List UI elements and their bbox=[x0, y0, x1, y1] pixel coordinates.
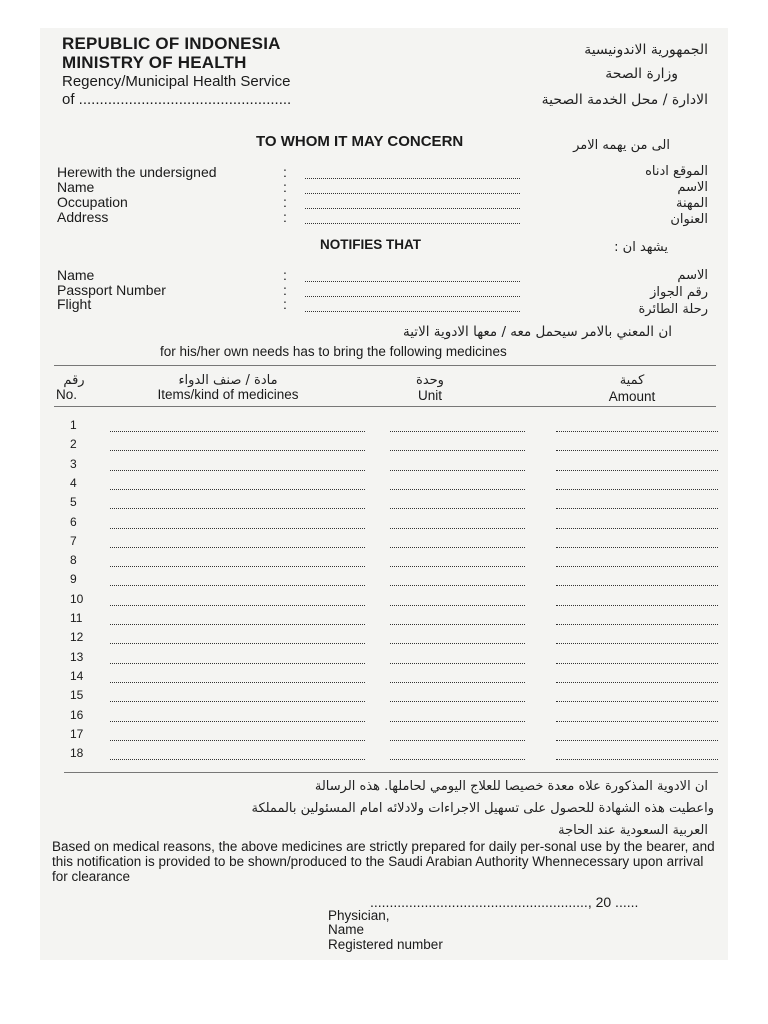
row-number: 6 bbox=[70, 514, 77, 529]
col-items: Items/kind of medicines bbox=[157, 387, 299, 402]
row-amount-field[interactable] bbox=[556, 663, 718, 664]
needs-text: for his/her own needs has to bring the following medicines bbox=[160, 344, 507, 359]
ar-undersigned: الموقع ادناه bbox=[645, 164, 708, 179]
row-unit-field[interactable] bbox=[390, 721, 525, 722]
col-unit: Unit bbox=[417, 388, 442, 403]
col-no: No. bbox=[56, 387, 78, 402]
row-item-field[interactable] bbox=[110, 759, 365, 760]
row-number: 12 bbox=[70, 630, 84, 645]
ar-occupation: المهنة bbox=[676, 196, 708, 211]
row-item-field[interactable] bbox=[110, 528, 365, 529]
row-unit-field[interactable] bbox=[390, 701, 525, 702]
col-items-ar: مادة / صنف الدواء bbox=[178, 373, 278, 388]
header-republic: REPUBLIC OF INDONESIA bbox=[62, 34, 281, 53]
row-unit-field[interactable] bbox=[390, 566, 525, 567]
row-item-field[interactable] bbox=[110, 431, 365, 432]
field-label-undersigned: Herewith the undersigned bbox=[57, 164, 217, 180]
row-number: 2 bbox=[70, 437, 77, 452]
row-unit-field[interactable] bbox=[390, 759, 525, 760]
row-unit-field[interactable] bbox=[390, 508, 525, 509]
row-amount-field[interactable] bbox=[556, 547, 718, 548]
colon: : bbox=[283, 282, 287, 298]
row-unit-field[interactable] bbox=[390, 528, 525, 529]
row-amount-field[interactable] bbox=[556, 643, 718, 644]
row-number: 18 bbox=[70, 746, 84, 761]
header-ar-republic: الجمهورية الاندونيسية bbox=[584, 42, 708, 58]
row-number: 9 bbox=[70, 572, 77, 587]
row-amount-field[interactable] bbox=[556, 470, 718, 471]
page-title-ar: الى من يهمه الامر bbox=[573, 138, 670, 153]
divider bbox=[54, 365, 716, 366]
row-item-field[interactable] bbox=[110, 508, 365, 509]
row-item-field[interactable] bbox=[110, 547, 365, 548]
name-field[interactable] bbox=[305, 193, 520, 194]
row-number: 14 bbox=[70, 668, 84, 683]
row-item-field[interactable] bbox=[110, 682, 365, 683]
traveler-name-field[interactable] bbox=[305, 281, 520, 282]
row-amount-field[interactable] bbox=[556, 701, 718, 702]
field-label-traveler-name: Name bbox=[57, 267, 95, 283]
row-unit-field[interactable] bbox=[390, 489, 525, 490]
row-amount-field[interactable] bbox=[556, 431, 718, 432]
row-unit-field[interactable] bbox=[390, 624, 525, 625]
ar-address: العنوان bbox=[670, 212, 708, 227]
colon: : bbox=[283, 194, 287, 210]
undersigned-field[interactable] bbox=[305, 178, 520, 179]
row-number: 15 bbox=[70, 688, 84, 703]
physician-label: Physician, bbox=[328, 908, 390, 923]
header-ministry: MINISTRY OF HEALTH bbox=[62, 53, 247, 72]
row-unit-field[interactable] bbox=[390, 643, 525, 644]
form-sheet bbox=[40, 28, 728, 960]
col-no-ar: رقم bbox=[63, 373, 85, 388]
colon: : bbox=[283, 267, 287, 283]
colon: : bbox=[283, 209, 287, 225]
row-unit-field[interactable] bbox=[390, 450, 525, 451]
row-amount-field[interactable] bbox=[556, 759, 718, 760]
row-item-field[interactable] bbox=[110, 585, 365, 586]
row-amount-field[interactable] bbox=[556, 566, 718, 567]
row-item-field[interactable] bbox=[110, 624, 365, 625]
passport-field[interactable] bbox=[305, 296, 520, 297]
date-line[interactable]: ........................................................, 20 ...... bbox=[370, 894, 639, 910]
row-number: 4 bbox=[70, 475, 77, 490]
divider bbox=[54, 406, 716, 407]
occupation-field[interactable] bbox=[305, 208, 520, 209]
footer-statement: Based on medical reasons, the above medicines are strictly prepared for daily per-sonal use by the bearer, and this notification is provided to be shown/produced to the Saudi Arabian Authority Whennecessary upon arrival for clearance bbox=[52, 839, 715, 884]
row-item-field[interactable] bbox=[110, 566, 365, 567]
col-amount-ar: كمية bbox=[619, 373, 645, 388]
row-item-field[interactable] bbox=[110, 605, 365, 606]
row-unit-field[interactable] bbox=[390, 605, 525, 606]
row-item-field[interactable] bbox=[110, 663, 365, 664]
row-item-field[interactable] bbox=[110, 489, 365, 490]
colon: : bbox=[283, 164, 287, 180]
colon: : bbox=[283, 179, 287, 195]
field-label-passport: Passport Number bbox=[57, 282, 166, 298]
notifies-heading: NOTIFIES THAT bbox=[320, 237, 421, 252]
row-unit-field[interactable] bbox=[390, 585, 525, 586]
registered-number-label: Registered number bbox=[328, 937, 443, 952]
row-number: 3 bbox=[70, 456, 77, 471]
row-amount-field[interactable] bbox=[556, 605, 718, 606]
row-item-field[interactable] bbox=[110, 740, 365, 741]
colon: : bbox=[283, 296, 287, 312]
row-item-field[interactable] bbox=[110, 450, 365, 451]
field-label-name: Name bbox=[57, 179, 95, 195]
row-number: 10 bbox=[70, 591, 84, 606]
row-number: 16 bbox=[70, 707, 84, 722]
row-item-field[interactable] bbox=[110, 701, 365, 702]
col-amount: Amount bbox=[608, 389, 656, 404]
row-unit-field[interactable] bbox=[390, 682, 525, 683]
col-unit-ar: وحدة bbox=[416, 373, 444, 388]
field-label-flight: Flight bbox=[57, 296, 92, 312]
row-unit-field[interactable] bbox=[390, 740, 525, 741]
row-amount-field[interactable] bbox=[556, 682, 718, 683]
header-regency: Regency/Municipal Health Service bbox=[62, 73, 291, 90]
notifies-heading-ar: يشهد ان : bbox=[614, 240, 668, 255]
row-unit-field[interactable] bbox=[390, 431, 525, 432]
row-amount-field[interactable] bbox=[556, 585, 718, 586]
row-amount-field[interactable] bbox=[556, 740, 718, 741]
footer-ar-3: العربية السعودية عند الحاجة bbox=[558, 823, 708, 838]
row-number: 17 bbox=[70, 726, 84, 741]
row-amount-field[interactable] bbox=[556, 721, 718, 722]
footer-ar-2: واعطيت هذه الشهادة للحصول على تسهيل الاجراءات ولادلائه امام المسئولين بالمملكة bbox=[251, 801, 714, 816]
row-item-field[interactable] bbox=[110, 643, 365, 644]
header-of: of ................................................... bbox=[62, 91, 292, 108]
row-amount-field[interactable] bbox=[556, 450, 718, 451]
row-amount-field[interactable] bbox=[556, 528, 718, 529]
row-unit-field[interactable] bbox=[390, 547, 525, 548]
row-amount-field[interactable] bbox=[556, 489, 718, 490]
address-field[interactable] bbox=[305, 223, 520, 224]
row-number: 7 bbox=[70, 533, 77, 548]
divider bbox=[64, 772, 718, 773]
ar-name: الاسم bbox=[677, 180, 708, 195]
row-number: 13 bbox=[70, 649, 84, 664]
header-ar-ministry: وزارة الصحة bbox=[605, 66, 678, 82]
row-item-field[interactable] bbox=[110, 470, 365, 471]
header-ar-service: الادارة / محل الخدمة الصحية bbox=[541, 92, 708, 108]
field-label-occupation: Occupation bbox=[57, 194, 128, 210]
flight-field[interactable] bbox=[305, 311, 520, 312]
footer-ar-1: ان الادوية المذكورة علاه معدة خصيصا للعلاج اليومي لحاملها. هذه الرسالة bbox=[314, 779, 708, 794]
row-amount-field[interactable] bbox=[556, 508, 718, 509]
row-number: 1 bbox=[70, 418, 77, 432]
ar-flight: رحلة الطائرة bbox=[638, 302, 708, 317]
ar-passport: رقم الجواز bbox=[650, 285, 708, 300]
row-number: 8 bbox=[70, 553, 77, 568]
needs-ar: ان المعني بالامر سيحمل معه / معها الادوية الاتية bbox=[403, 324, 672, 340]
row-unit-field[interactable] bbox=[390, 663, 525, 664]
ar-traveler-name: الاسم bbox=[677, 268, 708, 283]
row-amount-field[interactable] bbox=[556, 624, 718, 625]
row-number: 11 bbox=[70, 611, 83, 625]
physician-name-label: Name bbox=[328, 922, 365, 937]
row-number: 5 bbox=[70, 495, 77, 510]
row-item-field[interactable] bbox=[110, 721, 365, 722]
row-unit-field[interactable] bbox=[390, 470, 525, 471]
field-label-address: Address bbox=[57, 209, 109, 225]
page-title: TO WHOM IT MAY CONCERN bbox=[256, 133, 464, 150]
